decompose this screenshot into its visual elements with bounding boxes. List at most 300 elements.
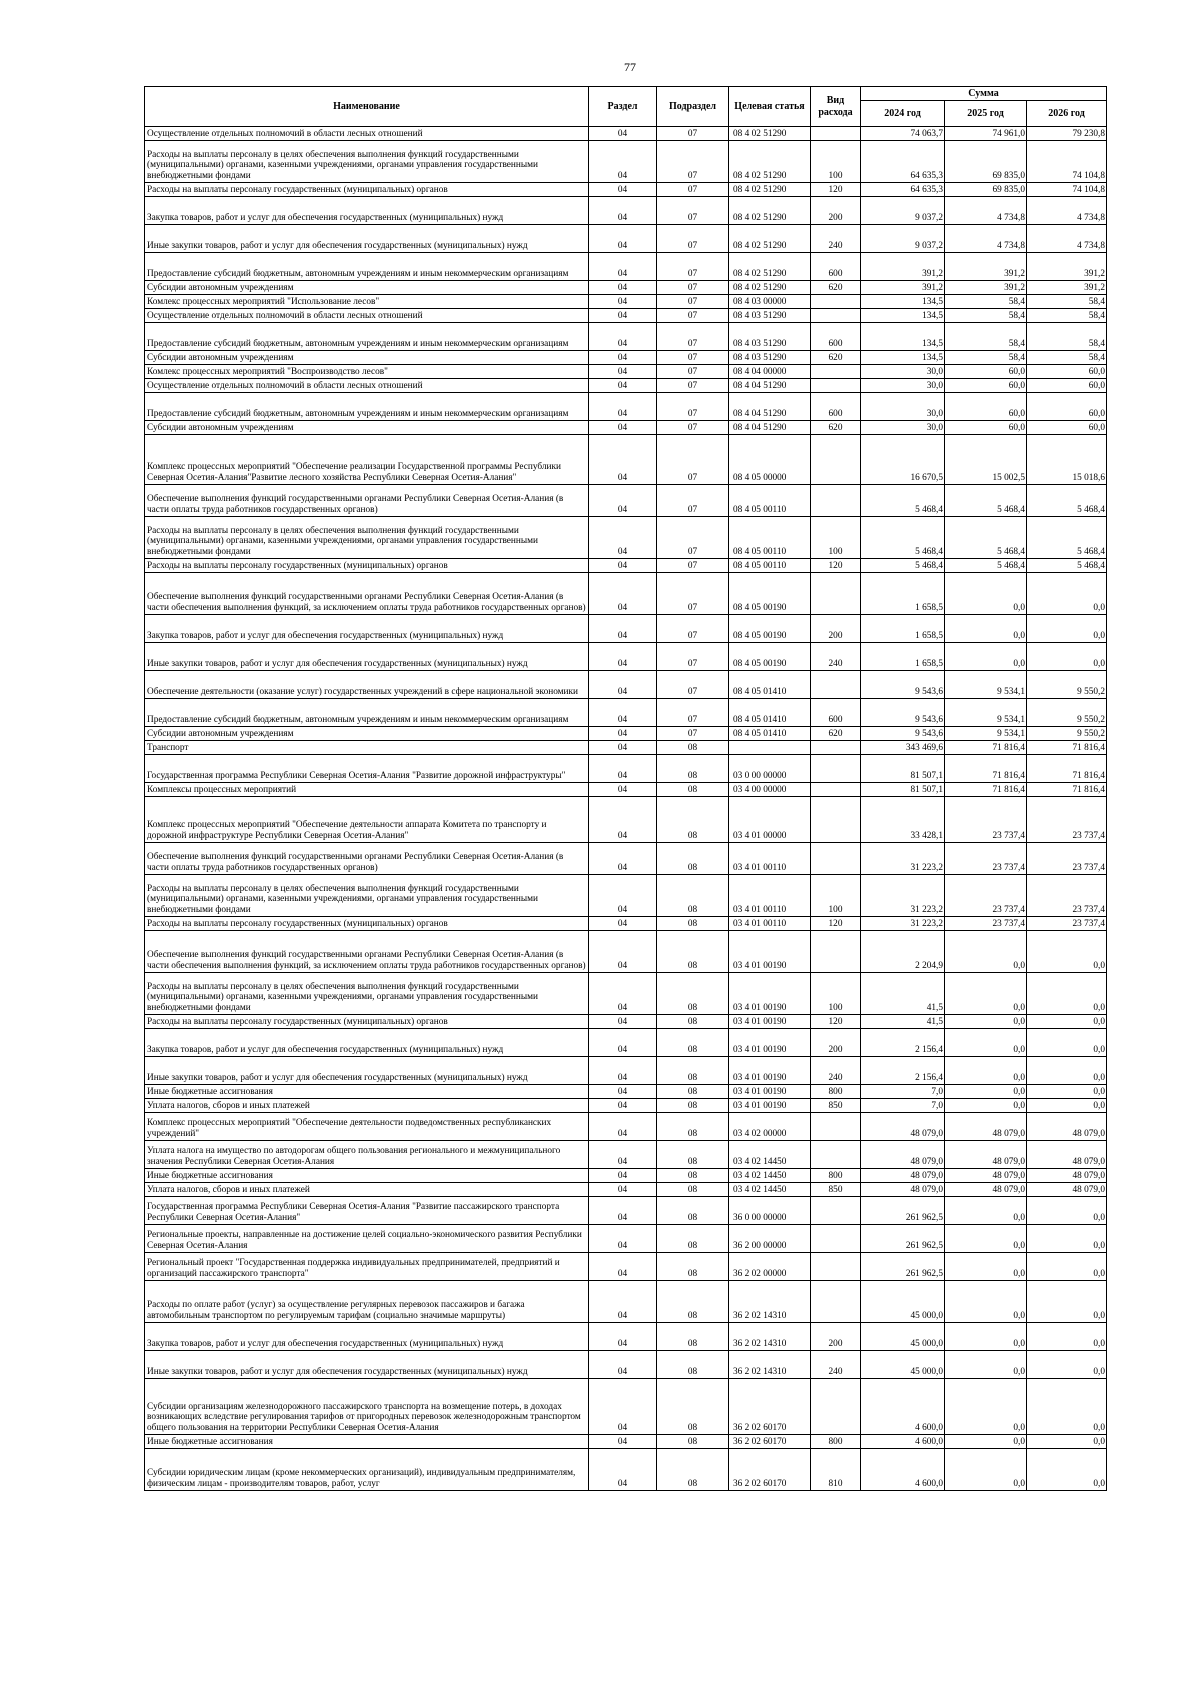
cell-subsection: 07 [657,197,729,225]
cell-sum-2026: 4 734,8 [1027,225,1107,253]
cell-name: Обеспечение выполнения функций государственными органами Республики Северная Осетия-Алания (в части обеспечения выполнения функций, за исключением оплаты труда работников государственных органов) [145,573,589,615]
cell-section: 04 [589,1099,657,1113]
cell-subsection: 07 [657,559,729,573]
cell-sum-2025: 60,0 [945,393,1027,421]
cell-sum-2025: 60,0 [945,379,1027,393]
cell-sum-2024: 16 670,5 [861,435,945,485]
cell-sum-2026: 5 468,4 [1027,485,1107,517]
cell-subsection: 08 [657,783,729,797]
table-row [145,1435,1107,1449]
cell-subsection: 08 [657,1141,729,1169]
cell-expense-type [811,295,861,309]
cell-section: 04 [589,1085,657,1099]
cell-sum-2025: 58,4 [945,351,1027,365]
cell-subsection: 08 [657,1085,729,1099]
cell-expense-type [811,931,861,973]
cell-sum-2024: 81 507,1 [861,783,945,797]
cell-sum-2024: 261 962,5 [861,1253,945,1281]
cell-expense-type [811,1197,861,1225]
cell-subsection: 07 [657,295,729,309]
cell-section: 04 [589,973,657,1015]
cell-section: 04 [589,1351,657,1379]
cell-target-article: 08 4 03 51290 [729,309,811,323]
cell-expense-type [811,1253,861,1281]
cell-expense-type: 200 [811,1029,861,1057]
cell-section: 04 [589,573,657,615]
cell-expense-type: 620 [811,727,861,741]
cell-expense-type [811,309,861,323]
cell-sum-2026: 74 104,8 [1027,183,1107,197]
cell-section: 04 [589,1183,657,1197]
table-row [145,141,1107,183]
cell-sum-2026: 0,0 [1027,1085,1107,1099]
table-row [145,1057,1107,1085]
table-row [145,931,1107,973]
cell-sum-2025: 23 737,4 [945,875,1027,917]
table-row [145,183,1107,197]
header-year-2025: 2025 год [945,101,1027,127]
cell-sum-2024: 30,0 [861,379,945,393]
cell-sum-2025: 69 835,0 [945,183,1027,197]
cell-name: Региональный проект "Государственная поддержка индивидуальных предпринимателей, предприятий и организаций пассажирского транспорта" [145,1253,589,1281]
cell-sum-2025: 48 079,0 [945,1113,1027,1141]
cell-expense-type: 850 [811,1099,861,1113]
cell-name: Комплексы процессных мероприятий [145,783,589,797]
cell-target-article: 03 4 01 00190 [729,1099,811,1113]
cell-name: Расходы на выплаты персоналу в целях обеспечения выполнения функций государственными (муниципальными) органами, казенными учреждениями, органами управления государственными внебюджетными фондами [145,875,589,917]
cell-sum-2024: 5 468,4 [861,485,945,517]
cell-sum-2026: 71 816,4 [1027,783,1107,797]
cell-sum-2026: 60,0 [1027,393,1107,421]
cell-name: Комплекс процессных мероприятий "Обеспечение деятельности подведомственных республиканских учреждений" [145,1113,589,1141]
cell-sum-2026: 9 550,2 [1027,699,1107,727]
table-row [145,1141,1107,1169]
cell-sum-2024: 391,2 [861,253,945,281]
cell-expense-type: 600 [811,699,861,727]
cell-target-article: 03 4 02 14450 [729,1183,811,1197]
cell-section: 04 [589,559,657,573]
cell-sum-2025: 0,0 [945,931,1027,973]
cell-sum-2024: 1 658,5 [861,615,945,643]
cell-sum-2025: 0,0 [945,643,1027,671]
cell-sum-2025: 0,0 [945,1379,1027,1435]
cell-name: Комлекс процессных мероприятий "Использование лесов" [145,295,589,309]
cell-sum-2025: 0,0 [945,1253,1027,1281]
cell-sum-2025: 4 734,8 [945,197,1027,225]
cell-sum-2024: 391,2 [861,281,945,295]
cell-name: Предоставление субсидий бюджетным, автономным учреждениям и иным некоммерческим организациям [145,393,589,421]
cell-expense-type: 810 [811,1449,861,1491]
cell-expense-type: 100 [811,875,861,917]
cell-sum-2024: 1 658,5 [861,573,945,615]
cell-target-article: 08 4 05 01410 [729,699,811,727]
table-row [145,741,1107,755]
cell-subsection: 08 [657,1379,729,1435]
cell-sum-2026: 0,0 [1027,1099,1107,1113]
cell-subsection: 07 [657,615,729,643]
cell-name: Обеспечение выполнения функций государственными органами Республики Северная Осетия-Алания (в части обеспечения выполнения функций, за исключением оплаты труда работников государственных органов) [145,931,589,973]
cell-subsection: 08 [657,1449,729,1491]
header-target-article: Целевая статья [729,87,811,127]
cell-sum-2025: 0,0 [945,1281,1027,1323]
table-body [145,127,1107,1491]
table-row [145,573,1107,615]
cell-section: 04 [589,1057,657,1085]
cell-expense-type [811,1379,861,1435]
cell-target-article: 08 4 05 00110 [729,559,811,573]
cell-sum-2025: 0,0 [945,1225,1027,1253]
cell-target-article: 36 2 02 60170 [729,1435,811,1449]
cell-section: 04 [589,843,657,875]
cell-name: Государственная программа Республики Северная Осетия-Алания "Развитие дорожной инфраструктуры" [145,755,589,783]
cell-target-article: 03 4 02 14450 [729,1169,811,1183]
cell-subsection: 08 [657,1099,729,1113]
cell-target-article: 08 4 05 00190 [729,643,811,671]
cell-subsection: 08 [657,1113,729,1141]
cell-expense-type: 240 [811,225,861,253]
cell-section: 04 [589,727,657,741]
cell-sum-2026: 9 550,2 [1027,727,1107,741]
cell-section: 04 [589,1323,657,1351]
table-row [145,1169,1107,1183]
cell-subsection: 08 [657,1351,729,1379]
cell-target-article: 08 4 03 51290 [729,351,811,365]
cell-subsection: 07 [657,253,729,281]
cell-subsection: 08 [657,1169,729,1183]
cell-expense-type: 800 [811,1435,861,1449]
cell-sum-2025: 0,0 [945,1435,1027,1449]
table-row [145,643,1107,671]
cell-sum-2026: 48 079,0 [1027,1141,1107,1169]
cell-section: 04 [589,699,657,727]
cell-subsection: 08 [657,1029,729,1057]
cell-section: 04 [589,197,657,225]
cell-sum-2025: 391,2 [945,281,1027,295]
cell-sum-2026: 58,4 [1027,351,1107,365]
cell-expense-type [811,1141,861,1169]
table-row [145,393,1107,421]
cell-sum-2024: 9 037,2 [861,225,945,253]
cell-sum-2026: 48 079,0 [1027,1183,1107,1197]
cell-sum-2025: 58,4 [945,295,1027,309]
cell-sum-2026: 58,4 [1027,309,1107,323]
table-row [145,379,1107,393]
cell-name: Иные закупки товаров, работ и услуг для обеспечения государственных (муниципальных) нужд [145,643,589,671]
cell-section: 04 [589,1015,657,1029]
cell-expense-type: 600 [811,323,861,351]
table-row [145,1015,1107,1029]
cell-name: Уплата налогов, сборов и иных платежей [145,1183,589,1197]
cell-section: 04 [589,253,657,281]
cell-expense-type [811,485,861,517]
cell-section: 04 [589,1449,657,1491]
cell-name: Обеспечение деятельности (оказание услуг) государственных учреждений в сфере национальной экономики [145,671,589,699]
cell-expense-type: 120 [811,917,861,931]
cell-sum-2025: 0,0 [945,973,1027,1015]
cell-name: Иные закупки товаров, работ и услуг для обеспечения государственных (муниципальных) нужд [145,225,589,253]
table-row [145,1253,1107,1281]
cell-name: Обеспечение выполнения функций государственными органами Республики Северная Осетия-Алания (в части оплаты труда работников государственных органов) [145,485,589,517]
cell-name: Расходы на выплаты персоналу государственных (муниципальных) органов [145,559,589,573]
table-row [145,755,1107,783]
cell-target-article: 03 4 02 14450 [729,1141,811,1169]
budget-table [144,86,1107,1491]
cell-section: 04 [589,1113,657,1141]
cell-sum-2026: 0,0 [1027,1225,1107,1253]
header-section: Раздел [589,87,657,127]
cell-sum-2026: 0,0 [1027,1351,1107,1379]
cell-subsection: 08 [657,1015,729,1029]
table-row [145,783,1107,797]
cell-name: Транспорт [145,741,589,755]
cell-name: Обеспечение выполнения функций государственными органами Республики Северная Осетия-Алания (в части оплаты труда работников государственных органов) [145,843,589,875]
cell-section: 04 [589,421,657,435]
cell-target-article: 08 4 05 00190 [729,573,811,615]
cell-target-article [729,741,811,755]
cell-subsection: 08 [657,755,729,783]
cell-expense-type: 100 [811,141,861,183]
cell-subsection: 07 [657,699,729,727]
cell-sum-2026: 0,0 [1027,1029,1107,1057]
table-row [145,295,1107,309]
cell-section: 04 [589,875,657,917]
cell-name: Расходы на выплаты персоналу государственных (муниципальных) органов [145,1015,589,1029]
cell-expense-type [811,783,861,797]
cell-expense-type [811,379,861,393]
cell-target-article: 03 4 01 00190 [729,1029,811,1057]
cell-section: 04 [589,393,657,421]
cell-sum-2026: 23 737,4 [1027,797,1107,843]
cell-subsection: 08 [657,741,729,755]
cell-sum-2024: 45 000,0 [861,1281,945,1323]
cell-subsection: 08 [657,1281,729,1323]
cell-expense-type [811,741,861,755]
cell-expense-type: 850 [811,1183,861,1197]
cell-target-article: 03 0 00 00000 [729,755,811,783]
table-row [145,1197,1107,1225]
cell-target-article: 08 4 03 51290 [729,323,811,351]
cell-name: Закупка товаров, работ и услуг для обеспечения государственных (муниципальных) нужд [145,1323,589,1351]
table-row [145,615,1107,643]
cell-sum-2026: 0,0 [1027,1253,1107,1281]
cell-sum-2024: 1 658,5 [861,643,945,671]
cell-section: 04 [589,1435,657,1449]
cell-subsection: 07 [657,727,729,741]
cell-target-article: 03 4 01 00110 [729,875,811,917]
cell-sum-2026: 23 737,4 [1027,917,1107,931]
cell-sum-2024: 134,5 [861,309,945,323]
cell-section: 04 [589,931,657,973]
cell-sum-2025: 74 961,0 [945,127,1027,141]
cell-section: 04 [589,281,657,295]
header-year-2026: 2026 год [1027,101,1107,127]
cell-sum-2026: 58,4 [1027,295,1107,309]
table-row [145,699,1107,727]
cell-section: 04 [589,741,657,755]
cell-sum-2025: 9 534,1 [945,671,1027,699]
cell-sum-2026: 9 550,2 [1027,671,1107,699]
cell-sum-2024: 81 507,1 [861,755,945,783]
cell-sum-2026: 0,0 [1027,931,1107,973]
cell-sum-2024: 48 079,0 [861,1183,945,1197]
cell-name: Субсидии юридическим лицам (кроме некоммерческих организаций), индивидуальным предпринимателям, физическим лицам - производителям товаров, работ, услуг [145,1449,589,1491]
cell-sum-2026: 0,0 [1027,1057,1107,1085]
cell-target-article: 36 2 02 14310 [729,1281,811,1323]
cell-sum-2024: 48 079,0 [861,1141,945,1169]
table-row [145,1323,1107,1351]
cell-expense-type [811,573,861,615]
cell-name: Субсидии автономным учреждениям [145,421,589,435]
cell-sum-2025: 71 816,4 [945,741,1027,755]
cell-target-article: 03 4 01 00000 [729,797,811,843]
cell-subsection: 07 [657,573,729,615]
cell-expense-type [811,671,861,699]
cell-subsection: 07 [657,435,729,485]
cell-target-article: 03 4 01 00190 [729,931,811,973]
cell-sum-2024: 41,5 [861,1015,945,1029]
cell-sum-2026: 391,2 [1027,253,1107,281]
cell-subsection: 07 [657,643,729,671]
table-row [145,1281,1107,1323]
cell-sum-2025: 23 737,4 [945,797,1027,843]
cell-expense-type: 600 [811,393,861,421]
cell-name: Субсидии автономным учреждениям [145,281,589,295]
cell-expense-type: 120 [811,559,861,573]
cell-name: Расходы на выплаты персоналу в целях обеспечения выполнения функций государственными (муниципальными) органами, казенными учреждениями, органами управления государственными внебюджетными фондами [145,973,589,1015]
cell-subsection: 08 [657,917,729,931]
cell-expense-type: 200 [811,615,861,643]
cell-target-article: 08 4 03 00000 [729,295,811,309]
table-row [145,797,1107,843]
cell-sum-2024: 2 156,4 [861,1029,945,1057]
cell-expense-type [811,1113,861,1141]
cell-sum-2024: 2 204,9 [861,931,945,973]
cell-section: 04 [589,225,657,253]
cell-name: Иные закупки товаров, работ и услуг для обеспечения государственных (муниципальных) нужд [145,1351,589,1379]
table-row [145,127,1107,141]
cell-sum-2025: 71 816,4 [945,755,1027,783]
cell-sum-2025: 0,0 [945,1015,1027,1029]
cell-name: Предоставление субсидий бюджетным, автономным учреждениям и иным некоммерческим организациям [145,323,589,351]
cell-expense-type: 800 [811,1169,861,1183]
cell-sum-2025: 0,0 [945,1099,1027,1113]
cell-expense-type: 200 [811,197,861,225]
cell-sum-2026: 0,0 [1027,1449,1107,1491]
cell-sum-2024: 45 000,0 [861,1323,945,1351]
cell-section: 04 [589,797,657,843]
cell-sum-2025: 71 816,4 [945,783,1027,797]
cell-sum-2024: 4 600,0 [861,1449,945,1491]
cell-sum-2024: 7,0 [861,1099,945,1113]
cell-name: Осуществление отдельных полномочий в области лесных отношений [145,309,589,323]
cell-sum-2026: 0,0 [1027,1281,1107,1323]
cell-expense-type: 620 [811,281,861,295]
cell-section: 04 [589,783,657,797]
cell-sum-2024: 7,0 [861,1085,945,1099]
cell-target-article: 08 4 04 51290 [729,379,811,393]
cell-sum-2025: 391,2 [945,253,1027,281]
cell-subsection: 08 [657,1323,729,1351]
cell-sum-2024: 5 468,4 [861,559,945,573]
cell-target-article: 08 4 02 51290 [729,197,811,225]
cell-subsection: 07 [657,225,729,253]
cell-expense-type: 620 [811,421,861,435]
table-row [145,1351,1107,1379]
cell-sum-2025: 48 079,0 [945,1141,1027,1169]
cell-sum-2026: 4 734,8 [1027,197,1107,225]
cell-sum-2026: 71 816,4 [1027,741,1107,755]
cell-target-article: 08 4 05 00190 [729,615,811,643]
cell-sum-2026: 23 737,4 [1027,843,1107,875]
cell-expense-type: 100 [811,973,861,1015]
cell-subsection: 08 [657,1225,729,1253]
cell-target-article: 08 4 04 51290 [729,421,811,435]
cell-sum-2024: 30,0 [861,421,945,435]
cell-sum-2024: 5 468,4 [861,517,945,559]
table-row [145,351,1107,365]
cell-sum-2025: 69 835,0 [945,141,1027,183]
table-row [145,917,1107,931]
cell-target-article: 08 4 02 51290 [729,183,811,197]
cell-subsection: 08 [657,1183,729,1197]
cell-sum-2026: 79 230,8 [1027,127,1107,141]
table-row [145,323,1107,351]
cell-subsection: 08 [657,1435,729,1449]
cell-expense-type [811,365,861,379]
cell-section: 04 [589,671,657,699]
cell-section: 04 [589,643,657,671]
cell-sum-2025: 5 468,4 [945,559,1027,573]
cell-target-article: 08 4 05 00110 [729,517,811,559]
cell-sum-2025: 4 734,8 [945,225,1027,253]
cell-target-article: 36 2 02 14310 [729,1323,811,1351]
cell-sum-2026: 15 018,6 [1027,435,1107,485]
cell-sum-2024: 48 079,0 [861,1169,945,1183]
cell-target-article: 03 4 01 00110 [729,917,811,931]
cell-expense-type: 120 [811,183,861,197]
table-row [145,671,1107,699]
cell-subsection: 08 [657,797,729,843]
cell-subsection: 08 [657,875,729,917]
cell-section: 04 [589,517,657,559]
cell-subsection: 07 [657,365,729,379]
cell-sum-2024: 2 156,4 [861,1057,945,1085]
table-header [145,87,1107,127]
cell-sum-2025: 48 079,0 [945,1169,1027,1183]
cell-section: 04 [589,755,657,783]
cell-section: 04 [589,1029,657,1057]
table-row [145,435,1107,485]
cell-expense-type [811,127,861,141]
cell-sum-2025: 48 079,0 [945,1183,1027,1197]
cell-section: 04 [589,1225,657,1253]
cell-expense-type: 600 [811,253,861,281]
cell-name: Региональные проекты, направленные на достижение целей социально-экономического развития Республики Северная Осетия-Алания [145,1225,589,1253]
cell-sum-2026: 5 468,4 [1027,517,1107,559]
cell-name: Субсидии организациям железнодорожного пассажирского транспорта на возмещение потерь, в доходах возникающих вследствие регулирования тарифов от пригородных перевозок железнодорожным транспортом общего пользования на территории Республики Северная Осетия-Алания [145,1379,589,1435]
cell-section: 04 [589,485,657,517]
cell-target-article: 08 4 02 51290 [729,141,811,183]
cell-sum-2026: 0,0 [1027,1379,1107,1435]
cell-sum-2025: 0,0 [945,1197,1027,1225]
cell-section: 04 [589,295,657,309]
cell-name: Предоставление субсидий бюджетным, автономным учреждениям и иным некоммерческим организациям [145,699,589,727]
cell-target-article: 03 4 00 00000 [729,783,811,797]
cell-sum-2024: 9 037,2 [861,197,945,225]
cell-sum-2025: 60,0 [945,421,1027,435]
cell-name: Иные бюджетные ассигнования [145,1085,589,1099]
cell-sum-2025: 9 534,1 [945,699,1027,727]
